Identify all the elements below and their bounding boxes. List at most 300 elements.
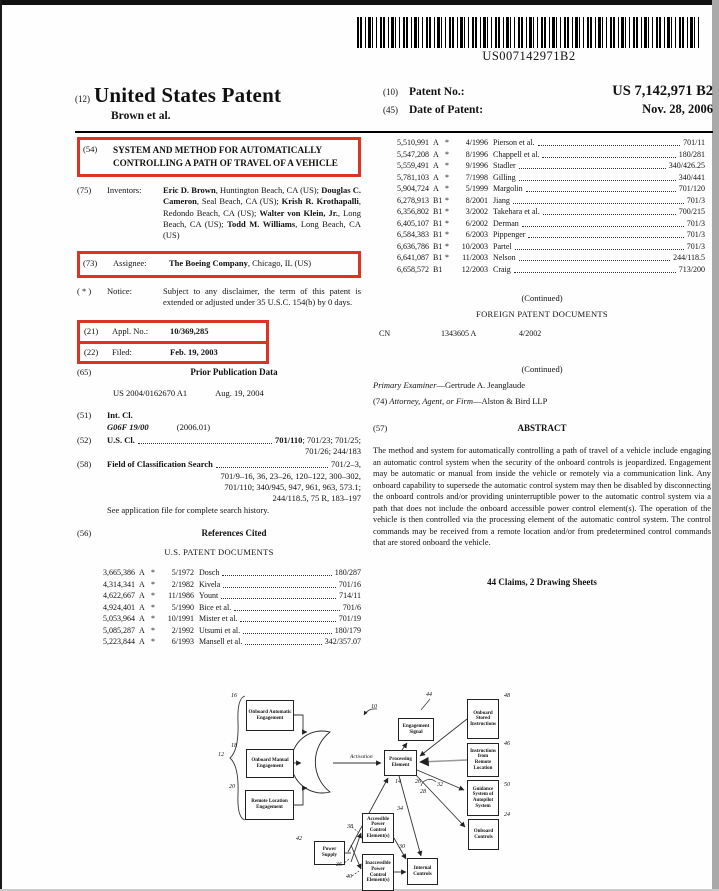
header-left bbox=[75, 83, 281, 122]
references-cited-section bbox=[77, 528, 361, 539]
reference-row bbox=[77, 567, 361, 579]
figure-box bbox=[467, 699, 499, 739]
patent-number: US 7,142,971 B2 bbox=[612, 83, 713, 99]
continued-note-1: (Continued) bbox=[521, 293, 563, 303]
dot-leader bbox=[515, 241, 684, 250]
figure-box bbox=[246, 700, 294, 731]
claims-line: 44 Claims, 2 Drawing Sheets bbox=[487, 576, 597, 587]
int-cl-version: (2006.01) bbox=[176, 421, 211, 432]
figure-box-label: Instructions from Remote Location bbox=[470, 748, 496, 771]
us-cl-rest: ; 701/23; 701/25; bbox=[302, 434, 361, 445]
dot-leader bbox=[522, 218, 684, 227]
figure-box-label: Onboard Controls bbox=[473, 828, 494, 840]
figure-ref-number: 38 bbox=[347, 824, 353, 830]
code-54: (54) bbox=[83, 144, 98, 154]
or-crescent bbox=[291, 731, 330, 793]
code-12: (12) bbox=[75, 94, 90, 104]
figure-box bbox=[407, 858, 438, 885]
code-65: (65) bbox=[77, 366, 92, 377]
foreign-doc-date: 4/2002 bbox=[519, 329, 542, 338]
ref-kind-code: A bbox=[433, 149, 439, 159]
ref-inventor: Mister et al. bbox=[199, 614, 238, 624]
code-57: (57) bbox=[373, 423, 388, 433]
field-continuation bbox=[107, 471, 361, 505]
ref-star: * bbox=[445, 218, 449, 228]
ref-kind-code: B1 bbox=[433, 195, 443, 205]
reference-row bbox=[373, 229, 711, 241]
ref-star: * bbox=[445, 184, 449, 193]
ref-inventor: Yount bbox=[199, 591, 219, 601]
ref-date: 6/2003 bbox=[465, 230, 488, 239]
ref-date: 12/2003 bbox=[461, 264, 488, 274]
ref-date: 8/2001 bbox=[465, 195, 488, 205]
ref-star: * bbox=[445, 241, 449, 251]
field-first: 701/2–3, bbox=[331, 459, 361, 470]
dot-leader bbox=[513, 195, 684, 204]
right-column bbox=[373, 137, 711, 648]
int-cl-label: Int. Cl. bbox=[107, 410, 133, 421]
reference-row bbox=[77, 613, 361, 625]
ref-star: * bbox=[445, 161, 449, 170]
reference-row bbox=[373, 183, 711, 195]
prior-publication-row bbox=[113, 388, 361, 398]
dot-leader bbox=[245, 636, 321, 645]
ref-kind-code: A bbox=[139, 579, 145, 589]
notice-text: Subject to any disclaimer, the term of this patent is extended or adjusted under 35 U.S.C. 154(b) by 0 days. bbox=[163, 285, 361, 308]
ref-inventor: Margolin bbox=[493, 184, 523, 193]
code-22: (22) bbox=[84, 346, 99, 357]
ref-class: 180/179 bbox=[334, 625, 361, 635]
ref-date: 7/1998 bbox=[465, 172, 488, 182]
assignee-label: Assignee: bbox=[113, 258, 147, 269]
figure-box-label: Internal Controls bbox=[413, 865, 432, 877]
ref-inventor: Mansell et al. bbox=[199, 637, 243, 647]
ref-number: 5,085,287 bbox=[103, 625, 135, 635]
ref-kind-code: A bbox=[433, 172, 439, 182]
int-cl-class: G06F 19/00 bbox=[107, 421, 149, 432]
inventor-name: Walter von Klein, Jr. bbox=[259, 207, 338, 218]
ref-date: 9/1996 bbox=[465, 161, 488, 170]
highlight-box-filed bbox=[77, 341, 269, 364]
figure-ref-number: 30 bbox=[399, 844, 405, 850]
appl-no-value: 10/369,285 bbox=[170, 326, 209, 337]
inventor-location: , Long Beach, CA (US); bbox=[163, 207, 361, 229]
reference-row bbox=[373, 195, 711, 207]
notice-section bbox=[77, 286, 361, 309]
figure-box bbox=[467, 780, 499, 816]
ref-class: 701/3 bbox=[686, 218, 705, 228]
inventor-name: Douglas C. Cameron bbox=[163, 185, 361, 207]
reference-row bbox=[77, 636, 361, 648]
ref-number: 6,658,572 bbox=[397, 264, 429, 274]
ref-class: 701/6 bbox=[342, 602, 361, 612]
figure-box-label: Guidance System of Autopilot System bbox=[472, 786, 494, 809]
two-column-body bbox=[0, 137, 719, 648]
ref-class: 701/19 bbox=[338, 614, 361, 624]
dot-leader bbox=[222, 567, 331, 576]
dot-leader bbox=[138, 435, 272, 444]
ref-star: * bbox=[445, 230, 449, 239]
ref-kind-code: B1 bbox=[433, 264, 443, 274]
barcode-image bbox=[357, 17, 702, 48]
figure-ref-number: 24 bbox=[504, 812, 510, 818]
references-cited-heading: References Cited bbox=[201, 527, 267, 538]
ref-number: 6,584,383 bbox=[397, 230, 429, 239]
reference-row bbox=[373, 241, 711, 253]
us-references-left bbox=[77, 567, 361, 648]
reference-row bbox=[373, 252, 711, 264]
primary-examiner-line bbox=[373, 380, 711, 392]
field-note: See application file for complete search history. bbox=[107, 504, 270, 515]
ref-date: 5/1999 bbox=[465, 184, 488, 193]
ref-number: 6,405,107 bbox=[397, 218, 429, 228]
ref-inventor: Dosch bbox=[199, 568, 220, 578]
field-cont-line: 701/9–16, 36, 23–26, 120–122, 300–302, bbox=[220, 470, 361, 481]
ref-star: * bbox=[151, 614, 155, 624]
page-title: United States Patent bbox=[94, 83, 282, 107]
date-of-patent: Nov. 28, 2006 bbox=[642, 102, 713, 116]
inventor-name: Krish R. Krothapalli bbox=[281, 196, 359, 207]
attorney-label: Attorney, Agent, or Firm bbox=[389, 395, 473, 406]
us-cl-label: U.S. Cl. bbox=[107, 434, 135, 445]
left-brace bbox=[230, 696, 245, 820]
figure-ref-number: 34 bbox=[397, 806, 403, 812]
ref-star: * bbox=[445, 172, 449, 182]
ref-inventor: Utsumi et al. bbox=[199, 625, 241, 635]
ref-kind-code: A bbox=[433, 184, 439, 193]
inventor-location: , Seal Beach, CA (US); bbox=[196, 196, 282, 207]
reference-row bbox=[373, 264, 711, 276]
prior-publication-heading: Prior Publication Data bbox=[190, 366, 278, 377]
abstract-heading: ABSTRACT bbox=[517, 423, 567, 433]
reference-row bbox=[373, 160, 711, 172]
ref-star: * bbox=[445, 138, 449, 147]
invention-title: SYSTEM AND METHOD FOR AUTOMATICALLY CONTROLLING A PATH OF TRAVEL OF A VEHICLE bbox=[113, 145, 338, 168]
ref-star: * bbox=[151, 602, 155, 612]
figure-ref-number: 48 bbox=[504, 693, 510, 699]
prior-publication-section bbox=[77, 367, 361, 378]
highlight-box-title bbox=[77, 137, 361, 177]
ref-kind-code: A bbox=[139, 625, 145, 635]
figure-box-label: Onboard Stored Instructions bbox=[470, 710, 496, 727]
code-73: (73) bbox=[83, 258, 98, 269]
ref-inventor: Bice et al. bbox=[199, 602, 232, 612]
ref-date: 5/1972 bbox=[171, 568, 194, 578]
continued-note-2: (Continued) bbox=[521, 364, 563, 374]
ref-kind-code: B1 bbox=[433, 218, 443, 228]
inventors-list bbox=[163, 185, 361, 241]
ref-date: 11/1986 bbox=[168, 591, 194, 601]
figure-box bbox=[384, 750, 417, 776]
ref-class: 180/287 bbox=[334, 568, 361, 578]
figure-ref-number: 36 bbox=[336, 862, 342, 868]
ref-class: 701/11 bbox=[683, 138, 705, 147]
figure-ref-number: 28 bbox=[420, 789, 426, 795]
inventor bbox=[163, 185, 321, 195]
ref-inventor: Takehara et al. bbox=[493, 207, 540, 216]
patent-no-label: Patent No.: bbox=[409, 86, 465, 98]
reference-row bbox=[373, 206, 711, 218]
ref-inventor: Pippenger bbox=[493, 230, 526, 239]
notice-label: Notice: bbox=[107, 285, 133, 296]
highlight-box-assignee bbox=[77, 251, 361, 277]
ref-class: 342/357.07 bbox=[324, 637, 361, 647]
publication-number: US 2004/0162670 A1 bbox=[113, 388, 188, 399]
ref-kind-code: B1 bbox=[433, 207, 443, 216]
foreign-patent-documents-heading: FOREIGN PATENT DOCUMENTS bbox=[476, 309, 608, 319]
field-cont-line: 244/118.5, 75 R, 183–197 bbox=[272, 493, 361, 504]
ref-inventor: Jiang bbox=[493, 195, 510, 205]
ref-number: 4,622,667 bbox=[103, 591, 135, 601]
figure-ref-number: 10 bbox=[371, 704, 377, 710]
ref-star: * bbox=[445, 195, 449, 205]
ref-date: 6/1993 bbox=[171, 637, 194, 647]
code-45: (45) bbox=[383, 105, 398, 115]
ref-date: 2/1982 bbox=[171, 579, 194, 589]
ref-inventor: Stadler bbox=[493, 161, 516, 170]
patent-authors: Brown et al. bbox=[111, 110, 171, 122]
figure-ref-number: 18 bbox=[231, 743, 237, 749]
us-references-right bbox=[373, 137, 711, 275]
dot-leader bbox=[240, 613, 335, 622]
ref-class: 701/3 bbox=[686, 195, 705, 205]
ref-kind-code: A bbox=[139, 568, 145, 578]
figure-ref-number: 42 bbox=[296, 836, 302, 842]
ref-inventor: Craig bbox=[493, 264, 511, 274]
ref-kind-code: A bbox=[139, 591, 145, 601]
figure-ref-number: 32 bbox=[437, 782, 443, 788]
figure-box-label: Engagement Signal bbox=[402, 723, 430, 735]
ref-inventor: Chappell et al. bbox=[493, 149, 540, 159]
dot-leader bbox=[542, 149, 675, 158]
figure-lines bbox=[0, 686, 719, 891]
dot-leader bbox=[519, 160, 666, 169]
scan-edge-top bbox=[0, 0, 719, 5]
ref-star: * bbox=[151, 568, 155, 578]
ref-star: * bbox=[445, 253, 449, 262]
figure-ref-number: 12 bbox=[218, 752, 224, 758]
code-21: (21) bbox=[84, 326, 99, 337]
appl-no-label: Appl. No.: bbox=[112, 326, 149, 337]
dot-leader bbox=[538, 137, 681, 146]
assignee-name: The Boeing Company bbox=[169, 258, 248, 269]
publication-date: Aug. 19, 2004 bbox=[215, 388, 264, 399]
field-cont-line: 701/110; 340/945, 947, 961, 963, 573.1; bbox=[224, 482, 361, 493]
dot-leader bbox=[528, 229, 683, 238]
assignee-value bbox=[169, 258, 353, 269]
dot-leader bbox=[519, 252, 670, 261]
foreign-country-code: CN bbox=[379, 329, 391, 338]
dot-leader bbox=[543, 206, 676, 215]
ref-kind-code: A bbox=[139, 637, 145, 647]
reference-row bbox=[77, 625, 361, 637]
ref-star bbox=[445, 264, 452, 276]
ref-inventor: Nelson bbox=[493, 253, 516, 262]
ref-class: 701/120 bbox=[678, 184, 705, 193]
header-rule bbox=[75, 131, 713, 133]
ref-number: 5,547,208 bbox=[397, 149, 429, 159]
abstract-section-head bbox=[373, 423, 711, 433]
figure-ref-number: 46 bbox=[504, 741, 510, 747]
ref-star: * bbox=[151, 579, 155, 589]
attorney-name: —Alston & Bird LLP bbox=[472, 395, 548, 406]
ref-number: 5,904,724 bbox=[397, 184, 429, 193]
reference-row bbox=[77, 590, 361, 602]
figure-box bbox=[398, 718, 434, 741]
code-75: (75) bbox=[77, 185, 92, 195]
reference-row bbox=[373, 218, 711, 230]
ref-number: 5,781,103 bbox=[397, 172, 429, 182]
figure-ref-number: 26 bbox=[415, 779, 421, 785]
figure-box bbox=[362, 854, 394, 891]
filed-value: Feb. 19, 2003 bbox=[170, 346, 218, 357]
figure-box-label: Onboard Automatic Engagement bbox=[248, 709, 292, 721]
us-cl-main: 701/110 bbox=[275, 434, 303, 445]
ref-class: 701/3 bbox=[686, 241, 705, 251]
ref-class: 701/16 bbox=[338, 579, 361, 589]
ref-kind-code: B1 bbox=[433, 230, 443, 239]
ref-class: 340/441 bbox=[678, 172, 705, 182]
figure-ref-number: 16 bbox=[231, 693, 237, 699]
barcode-caption: US007142971B2 bbox=[482, 49, 576, 63]
ref-kind-code: A bbox=[433, 138, 439, 147]
header-right bbox=[383, 83, 713, 122]
ref-kind-code: B1 bbox=[433, 241, 443, 251]
code-52: (52) bbox=[77, 434, 92, 445]
inventor-name: Todd M. Williams bbox=[227, 218, 296, 229]
dot-leader bbox=[221, 590, 336, 599]
figure-box bbox=[467, 743, 499, 777]
ref-date: 5/1990 bbox=[171, 602, 194, 612]
ref-number: 6,636,786 bbox=[397, 241, 429, 251]
code-star: ( * ) bbox=[77, 285, 92, 296]
ref-number: 3,665,386 bbox=[103, 568, 135, 578]
ref-class: 714/11 bbox=[339, 591, 361, 601]
inventor-location: , Huntington Beach, CA (US); bbox=[215, 185, 322, 195]
ref-kind-code: B1 bbox=[433, 253, 443, 262]
ref-class: 713/200 bbox=[678, 264, 705, 274]
ref-class: 244/118.5 bbox=[673, 253, 705, 262]
reference-row bbox=[373, 172, 711, 184]
ref-date: 4/1996 bbox=[465, 138, 488, 147]
inventor-name: Eric D. Brown bbox=[163, 185, 216, 195]
ref-inventor: Gilling bbox=[493, 172, 516, 182]
activation-label: Activation bbox=[350, 754, 373, 760]
ref-class: 700/215 bbox=[678, 207, 705, 216]
ref-star: * bbox=[151, 637, 155, 647]
figure-box-label: Inaccessible Power Control Element(s) bbox=[365, 861, 391, 884]
figure-1-diagram bbox=[0, 686, 719, 891]
figure-box bbox=[245, 790, 294, 820]
figure-box-label: Accessible Power Control Element(s) bbox=[366, 816, 390, 839]
ref-inventor: Partel bbox=[493, 241, 512, 251]
int-cl-section bbox=[77, 410, 361, 433]
dot-leader bbox=[514, 264, 676, 273]
code-74: (74) bbox=[373, 395, 390, 406]
ref-number: 5,559,491 bbox=[397, 161, 429, 170]
code-56: (56) bbox=[77, 527, 92, 538]
ref-class: 340/426.25 bbox=[668, 161, 705, 170]
primary-examiner-name: —Gertrude A. Jeanglaude bbox=[436, 380, 526, 390]
figure-ref-number: 50 bbox=[504, 782, 510, 788]
figure-box-label: Onboard Manual Engagement bbox=[251, 757, 289, 769]
field-label: Field of Classification Search bbox=[107, 459, 213, 470]
figure-box-label: Power Supply bbox=[321, 847, 337, 858]
figure-box-label: Processing Element bbox=[389, 757, 412, 768]
us-cl-section bbox=[77, 435, 361, 458]
ref-date: 10/1991 bbox=[167, 614, 194, 624]
ref-class: 180/281 bbox=[678, 149, 705, 159]
inventor-location: , Long Beach, CA (US) bbox=[163, 218, 361, 241]
filed-label: Filed: bbox=[112, 346, 132, 357]
ref-number: 5,510,991 bbox=[397, 138, 429, 147]
ref-star: * bbox=[151, 625, 155, 635]
code-51: (51) bbox=[77, 410, 92, 421]
ref-star: * bbox=[151, 591, 155, 601]
ref-number: 6,641,087 bbox=[397, 253, 429, 262]
left-column bbox=[77, 137, 361, 648]
dot-leader bbox=[243, 625, 332, 634]
date-of-patent-label: Date of Patent: bbox=[409, 104, 484, 116]
ref-date: 10/2003 bbox=[461, 241, 488, 251]
ref-date: 6/2002 bbox=[465, 218, 488, 228]
inventor-location: , Redondo Beach, CA (US); bbox=[163, 196, 361, 218]
ref-star: * bbox=[445, 149, 449, 159]
ref-number: 5,223,844 bbox=[103, 637, 135, 647]
foreign-doc-number: 1343605 A bbox=[441, 329, 477, 338]
reference-row bbox=[77, 602, 361, 614]
dot-leader bbox=[216, 459, 328, 468]
dot-leader bbox=[234, 602, 340, 611]
ref-inventor: Pierson et al. bbox=[493, 138, 535, 147]
figure-ref-number: 44 bbox=[426, 692, 432, 698]
ref-number: 5,053,964 bbox=[103, 614, 135, 624]
ref-number: 6,278,913 bbox=[397, 195, 429, 205]
us-patent-documents-heading: U.S. PATENT DOCUMENTS bbox=[164, 547, 274, 558]
dot-leader bbox=[519, 172, 676, 181]
reference-row bbox=[373, 137, 711, 149]
us-cl-line2: 701/26; 244/183 bbox=[305, 446, 361, 457]
field-of-search-section bbox=[77, 459, 361, 515]
reference-row bbox=[373, 149, 711, 161]
ref-class: 701/3 bbox=[686, 230, 705, 239]
code-58: (58) bbox=[77, 459, 92, 470]
figure-ref-number: 40 bbox=[346, 874, 352, 880]
ref-inventor: Derman bbox=[493, 218, 519, 228]
figure-box bbox=[246, 749, 294, 778]
inventors-label: Inventors: bbox=[107, 185, 142, 195]
ref-star: * bbox=[445, 207, 449, 216]
code-10: (10) bbox=[383, 87, 398, 97]
ref-number: 4,314,341 bbox=[103, 579, 135, 589]
reference-row bbox=[77, 579, 361, 591]
attorney-line bbox=[373, 396, 711, 408]
foreign-references bbox=[373, 329, 711, 338]
primary-examiner-label: Primary Examiner bbox=[373, 380, 437, 390]
ref-kind-code: A bbox=[139, 602, 145, 612]
figure-box bbox=[362, 813, 394, 843]
dot-leader bbox=[223, 579, 335, 588]
ref-date: 11/2003 bbox=[462, 253, 488, 262]
ref-date: 2/1992 bbox=[171, 625, 194, 635]
figure-ref-number: 20 bbox=[229, 784, 235, 790]
ref-date: 8/1996 bbox=[465, 149, 488, 159]
figure-box bbox=[468, 819, 499, 850]
patent-header bbox=[75, 83, 713, 122]
ref-number: 6,356,802 bbox=[397, 207, 429, 216]
ref-inventor: Kivela bbox=[199, 579, 221, 589]
dot-leader bbox=[526, 183, 676, 192]
